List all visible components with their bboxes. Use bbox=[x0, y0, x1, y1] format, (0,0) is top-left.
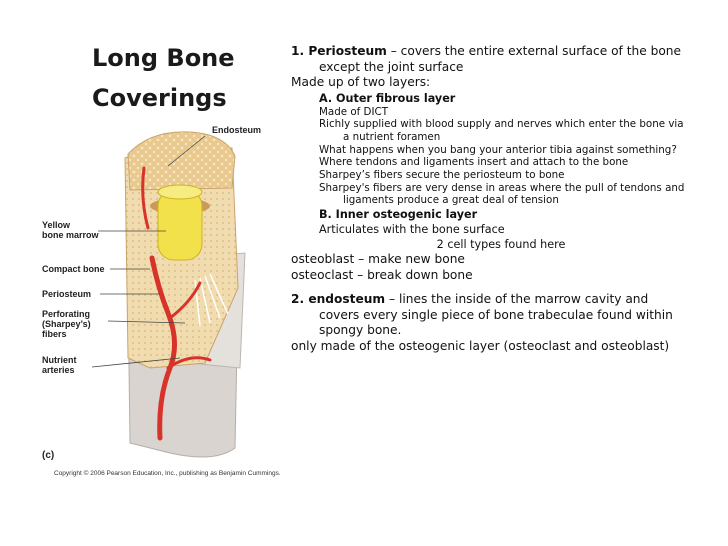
copyright-notice: Copyright © 2006 Pearson Education, Inc., publishing as Benjamin Cummings. bbox=[54, 470, 281, 477]
periosteum-heading: 1. Periosteum bbox=[291, 44, 387, 58]
endosteum-description: – lines the inside of the marrow cavity and covers every single piece of bone trabeculae found within spongy bone. bbox=[319, 292, 673, 338]
endosteum-paragraph bbox=[291, 292, 691, 339]
endosteum-only-line: only made of the osteogenic layer (osteoclast and osteoblast) bbox=[291, 338, 670, 353]
outer-item-2: Richly supplied with blood supply and nerves which enter the bone via a nutrient foramen bbox=[319, 118, 684, 143]
osteoclast-line: osteoclast – break down bone bbox=[291, 267, 473, 282]
inner-layer-heading bbox=[291, 207, 691, 222]
osteoblast-line: osteoblast – make new bone bbox=[291, 252, 465, 267]
label-endosteum: Endosteum bbox=[212, 125, 262, 135]
label-panel-c: (c) bbox=[42, 450, 55, 461]
bone-illustration bbox=[40, 118, 280, 488]
label-periosteum: Periosteum bbox=[42, 289, 92, 299]
yellow-marrow-top bbox=[158, 185, 202, 199]
outer-layer-heading-text: A. Outer fibrous layer bbox=[319, 91, 456, 105]
long-bone-figure bbox=[40, 118, 280, 488]
label-perforating-fibers: Perforating (Sharpey’s) fibers bbox=[42, 309, 91, 339]
outer-item-4: Where tendons and ligaments insert and attach to the bone bbox=[319, 156, 629, 169]
title-line-2: Coverings bbox=[92, 84, 227, 112]
inner-layer-heading-text: B. Inner osteogenic layer bbox=[319, 208, 478, 222]
outer-item-6: Sharpey's fibers are very dense in areas where the pull of tendons and ligaments produce a great deal of tension bbox=[319, 181, 685, 207]
slide-title bbox=[92, 38, 277, 118]
label-yellow-bone-marrow: Yellow bone marrow bbox=[42, 220, 99, 240]
periosteum-description: – covers the entire external surface of the bone except the joint surface bbox=[319, 44, 682, 74]
yellow-marrow-shape bbox=[158, 190, 202, 260]
body-text bbox=[291, 44, 691, 354]
label-nutrient-arteries: Nutrient arteries bbox=[42, 355, 77, 375]
outer-layer-heading bbox=[291, 91, 691, 106]
outer-item-3: What happens when you bang your anterior tibia against something? bbox=[319, 143, 677, 156]
outer-item-1: Made of DICT bbox=[319, 105, 388, 118]
title-line-1: Long Bone bbox=[92, 44, 235, 72]
articulates-line: Articulates with the bone surface bbox=[319, 223, 505, 237]
two-layers-line: Made up of two layers: bbox=[291, 75, 431, 89]
outer-item-5: Sharpey’s fibers secure the periosteum to bone bbox=[319, 169, 565, 182]
label-compact-bone: Compact bone bbox=[42, 264, 105, 274]
endosteum-heading: 2. endosteum bbox=[291, 292, 386, 307]
cell-types-line: 2 cell types found here bbox=[436, 238, 566, 252]
periosteum-paragraph bbox=[291, 44, 691, 75]
